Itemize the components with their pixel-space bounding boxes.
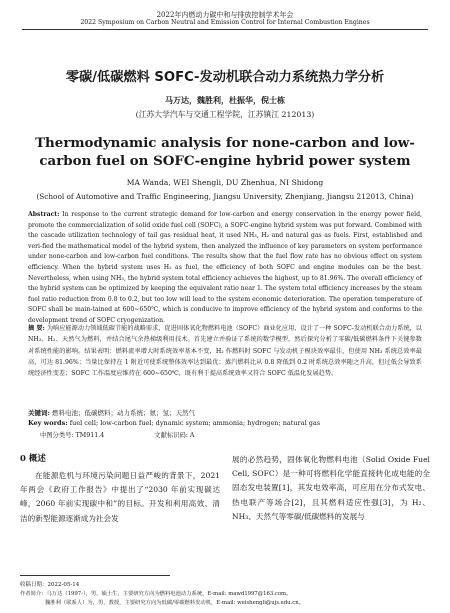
english-keywords-label: Key words: <box>28 419 68 427</box>
chinese-title: 零碳/低碳燃料 SOFC-发动机联合动力系统热力学分析 <box>65 70 385 85</box>
english-title: Thermodynamic analysis for none-carbon and low-carbon fuel on SOFC-engine hybrid power system <box>35 135 415 169</box>
footnote-received: 收稿日期：2022-05-14 <box>20 582 80 588</box>
english-abstract <box>28 210 422 327</box>
english-abstract-label: Abstract: <box>28 211 60 218</box>
body-left-column: 在能源危机与环境污染问题日益严峻的背景下，2021 年两会《政府工作报告》中提出了“2030 年前实现碳达峰，2060 年前实现碳中和”的目标。开发和利用高效、清洁的新型能源逐渐成为社会发 <box>20 471 220 523</box>
english-authors: MA Wanda, WEI Shengli, DU Zhenhua, NI Shidong <box>126 178 324 187</box>
chinese-abstract-label: 摘 要: <box>28 325 45 332</box>
document-code: 文献标识码: A <box>154 432 195 439</box>
body-right-column: 展的必然趋势，固体氧化物燃料电池（Solid Oxide Fuel Cell, SOFC）是一种可将燃料化学能直接转化成电能的全固态发电装置[1]，其发电效率高，可应用在分布式发电、热电联产等场合[2]，且其燃料适应性强[3]，为 H₂、NH₃、天然气等零碳/低碳燃料的发展与 <box>232 455 430 521</box>
section-heading: 0 概述 <box>20 454 46 464</box>
header-conference-cn: 2022年内燃动力碳中和与排放控制学术年会 <box>156 11 294 19</box>
chinese-abstract <box>28 323 422 379</box>
clc-number: 中图分类号: TM911.4 <box>40 432 105 439</box>
footnote-contact: 魏胜利（联系人）为，男，教授，主要研究方向为低碳/零碳燃料发动机，E-mail: weishengli@ujs.edu.cn。 <box>45 600 304 606</box>
chinese-abstract-text: 为响应能源动力领域低碳节能的战略需求，促进固体氧化物燃料电池（SOFC）商业化应用，设计了一种 SOFC-发动机联合动力系统，以 NH₃、H₂、天然气为燃料，并结合尾气余热梯级利用技术。首先建立并验证了系统的数学模型，然后探究分析了零碳/低碳燃料条件下关键参数对系统性能的影响。结果表明：燃料流率增大时系统效率基本不变，H₂ 作燃料时 SOFC 与发动机子模块效率最佳，但使用 NH₃ 系统总效率最高，可达 81.96%；当量比保持在 1 附近可使系统整体效率达到最优；蒸汽燃料比从 0.8 降低到 0.2 时系统总效率随之升高，但过低会导致系统经济性变差；SOFC 工作温度应维持在 600~650℃，既有利于提高系统效率又符合 SOFC 低温化发展趋势。 <box>28 325 422 378</box>
footnote-divider <box>20 575 170 576</box>
chinese-keywords-label: 关键词: <box>28 409 50 417</box>
chinese-authors: 马万达，魏胜利，杜振华，倪士栋 <box>165 95 285 105</box>
english-keywords-text: fuel cell; low-carbon fuel; dynamic system; ammonia; hydrogen; natural gas <box>67 419 321 427</box>
english-abstract-text: In response to the current strategic demand for low-carbon and energy conservation in the energy power field, promote the commercialization of solid oxide fuel cell (SOFC), a SOFC-engine hybrid system was put forward. Combined with the cascade utilization technology of tail gas residual heat, it used NH₃, H₂ and natural gas as fuels. First, established and veri-fied the mathematical model of the hybrid system, then analyzed the influence of key parameters on system performance under none-carbon and low-carbon fuel conditions. The results show that the fuel flow rate has no obvious effect on system efficiency. When the hybrid system uses H₂ as fuel, the efficiency of both SOFC and engine modules can be the best. Nevertheless, when using NH₃, the hybrid system total efficiency achieves the highest, up to 81.96%. The overall efficiency of the hybrid system can be optimized by keeping the equivalent ratio near 1. The system total efficiency increases by the steam fuel ratio reduction from 0.8 to 0.2, but too low will lead to the system economic deterioration. The operation temperature of SOFC shall be main-tained at 600~650℃, which is conducive to improve efficiency of the hybrid system and conforms to the development trend of SOFC cryogenization. <box>28 211 422 324</box>
english-affiliation: (School of Automotive and Traffic Engineering, Jiangsu University, Zhenjiang, Jiangsu 212013, China) <box>36 192 414 201</box>
footnote-author-info: 作者简介：马万达（1997-），男，硕士生，主要研究方向为燃料电池动力系统，E-mail: mawd1997@163.com。 <box>20 591 292 597</box>
english-keywords <box>28 419 422 427</box>
chinese-keywords <box>28 408 422 417</box>
chinese-affiliation: (江苏大学汽车与交通工程学院，江苏镇江 212013) <box>135 110 315 119</box>
header-divider <box>22 29 428 30</box>
chinese-keywords-text: 燃料电池；低碳燃料；动力系统；氨；氢；天然气 <box>49 409 195 417</box>
classification-line <box>40 430 420 439</box>
header-conference-en: 2022 Symposium on Carbon Neutral and Emission Control for Internal Combustion Engines <box>80 19 370 26</box>
